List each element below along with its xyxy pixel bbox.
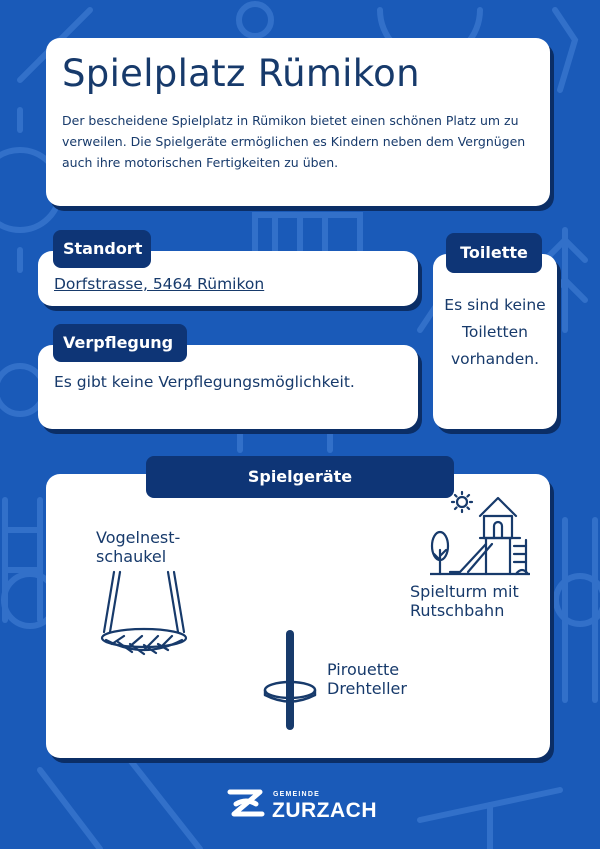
logo-name: ZURZACH	[272, 799, 377, 822]
equipment-label-spinner: Pirouette Drehteller	[327, 660, 407, 698]
verpflegung-text: Es gibt keine Verpflegungsmöglichkeit.	[54, 373, 355, 391]
gemeinde-zurzach-logo	[226, 784, 386, 824]
standort-heading: Standort	[53, 230, 151, 268]
spielgeraete-heading: Spielgeräte	[146, 456, 454, 498]
title-card	[46, 38, 550, 206]
page-title: Spielplatz Rümikon	[62, 52, 420, 95]
toilette-card	[433, 254, 557, 429]
zurzach-logo-icon	[226, 784, 266, 824]
play-tower-slide-icon	[430, 490, 530, 580]
equipment-label-tower: Spielturm mit Rutschbahn	[410, 582, 519, 620]
spinning-plate-icon	[260, 628, 320, 732]
intro-text: Der bescheidene Spielplatz in Rümikon bietet einen schönen Platz um zu verweilen. Die Spielgeräte ermöglichen es Kindern neben dem Vergnügen auch ihre motorischen Fertigkeiten zu üben.	[62, 113, 526, 170]
verpflegung-heading: Verpflegung	[53, 324, 187, 362]
toilette-heading: Toilette	[446, 233, 542, 273]
address-link[interactable]: Dorfstrasse, 5464 Rümikon	[54, 275, 265, 293]
spielgeraete-card	[46, 474, 550, 758]
equipment-label-swing: Vogelnest- schaukel	[96, 528, 181, 566]
toilette-text: Es sind keine Toiletten vorhanden.	[444, 296, 546, 368]
bird-nest-swing-icon	[98, 570, 190, 658]
logo-subtitle: GEMEINDE	[273, 791, 320, 798]
